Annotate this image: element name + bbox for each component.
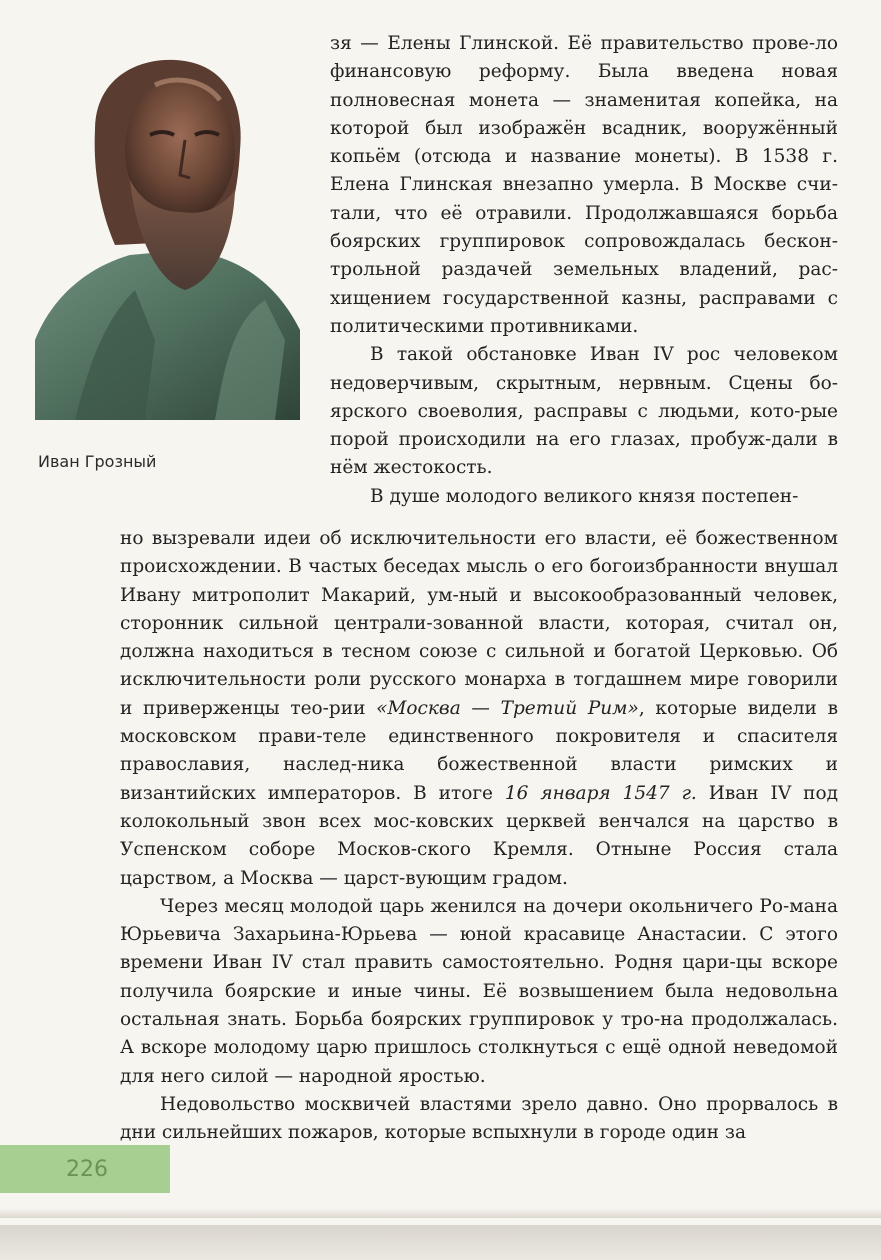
text-span: , которые видели в московском прави-теле единственного покровителя и спасителя православия, наслед-ника божественной власти римских и византийских императоров. В итоге <box>120 697 838 804</box>
paragraph-ivan-character: В такой обстановке Иван IV рос человеком недоверчивым, скрытным, нервным. Сцены бо-ярского своеволия, расправы с людьми, кото-рые порой происходили на его глазах, пробуж-дали в нём жестокость. <box>330 344 838 479</box>
main-column-text <box>120 525 838 1148</box>
paragraph-ideas-start: В душе молодого великого князя постепен- <box>370 485 799 507</box>
date-coronation: 16 января 1547 г. <box>504 782 697 804</box>
paragraph-discontent: Недовольство москвичей властями зрело давно. Оно прорвалось в дни сильнейших пожаров, которые вспыхнули в городе один за <box>120 1093 838 1144</box>
right-column-text <box>330 30 838 511</box>
paragraph-ideas <box>120 525 838 893</box>
text-span: Иван IV под колокольный звон всех мос-ковских церквей венчался на царство в Успенском соборе Москов-ского Кремля. Отныне Россия стала царством, а Москва — царст-вующим градом. <box>120 782 838 889</box>
page-number: 226 <box>66 1156 108 1182</box>
term-third-rome: «Москва — Третий Рим» <box>376 697 639 719</box>
scan-bottom-strip <box>0 1225 881 1260</box>
page-edge-shadow <box>0 1208 881 1218</box>
portrait-caption: Иван Грозный <box>38 452 157 471</box>
page-number-badge <box>0 1145 170 1193</box>
ivan-portrait-image <box>35 40 300 420</box>
bust-illustration <box>35 40 300 420</box>
text-span: но вызревали идеи об исключительности его власти, её божественном происхождении. В частых беседах мысль о его богоизбранности внушал Ивану митрополит Макарий, ум-ный и высокообразованный человек, сторонник сильной централи-зованной власти, которая, считал он, должна находиться в тесном союзе с сильной и богатой Церковью. Об исключительности роли русского монарха в тогдашнем мире говорили и приверженцы тео-рии <box>120 528 838 719</box>
paragraph-continuation: зя — Елены Глинской. Её правительство прове-ло финансовую реформу. Была введена новая полновесная монета — знаменитая копейка, на которой был изображён всадник, вооружённый копьём (отсюда и название монеты). В 1538 г. Елена Глинская внезапно умерла. В Москве счи-тали, что её отравили. Продолжавшаяся борьба боярских группировок сопровождалась бескон-трольной раздачей земельных владений, рас-хищением государственной казны, расправами с политическими противниками. <box>330 33 838 337</box>
paragraph-marriage: Через месяц молодой царь женился на дочери окольничего Ро-мана Юрьевича Захарьина-Юрьева — юной красавице Анастасии. С этого времени Иван IV стал править самостоятельно. Родня цари-цы вскоре получила боярские и иные чины. Её возвышением была недовольна остальная знать. Борьба боярских группировок у тро-на продолжалась. А вскоре молодому царю пришлось столкнуться с ещё одной неведомой для него силой — народной яростью. <box>120 895 838 1087</box>
